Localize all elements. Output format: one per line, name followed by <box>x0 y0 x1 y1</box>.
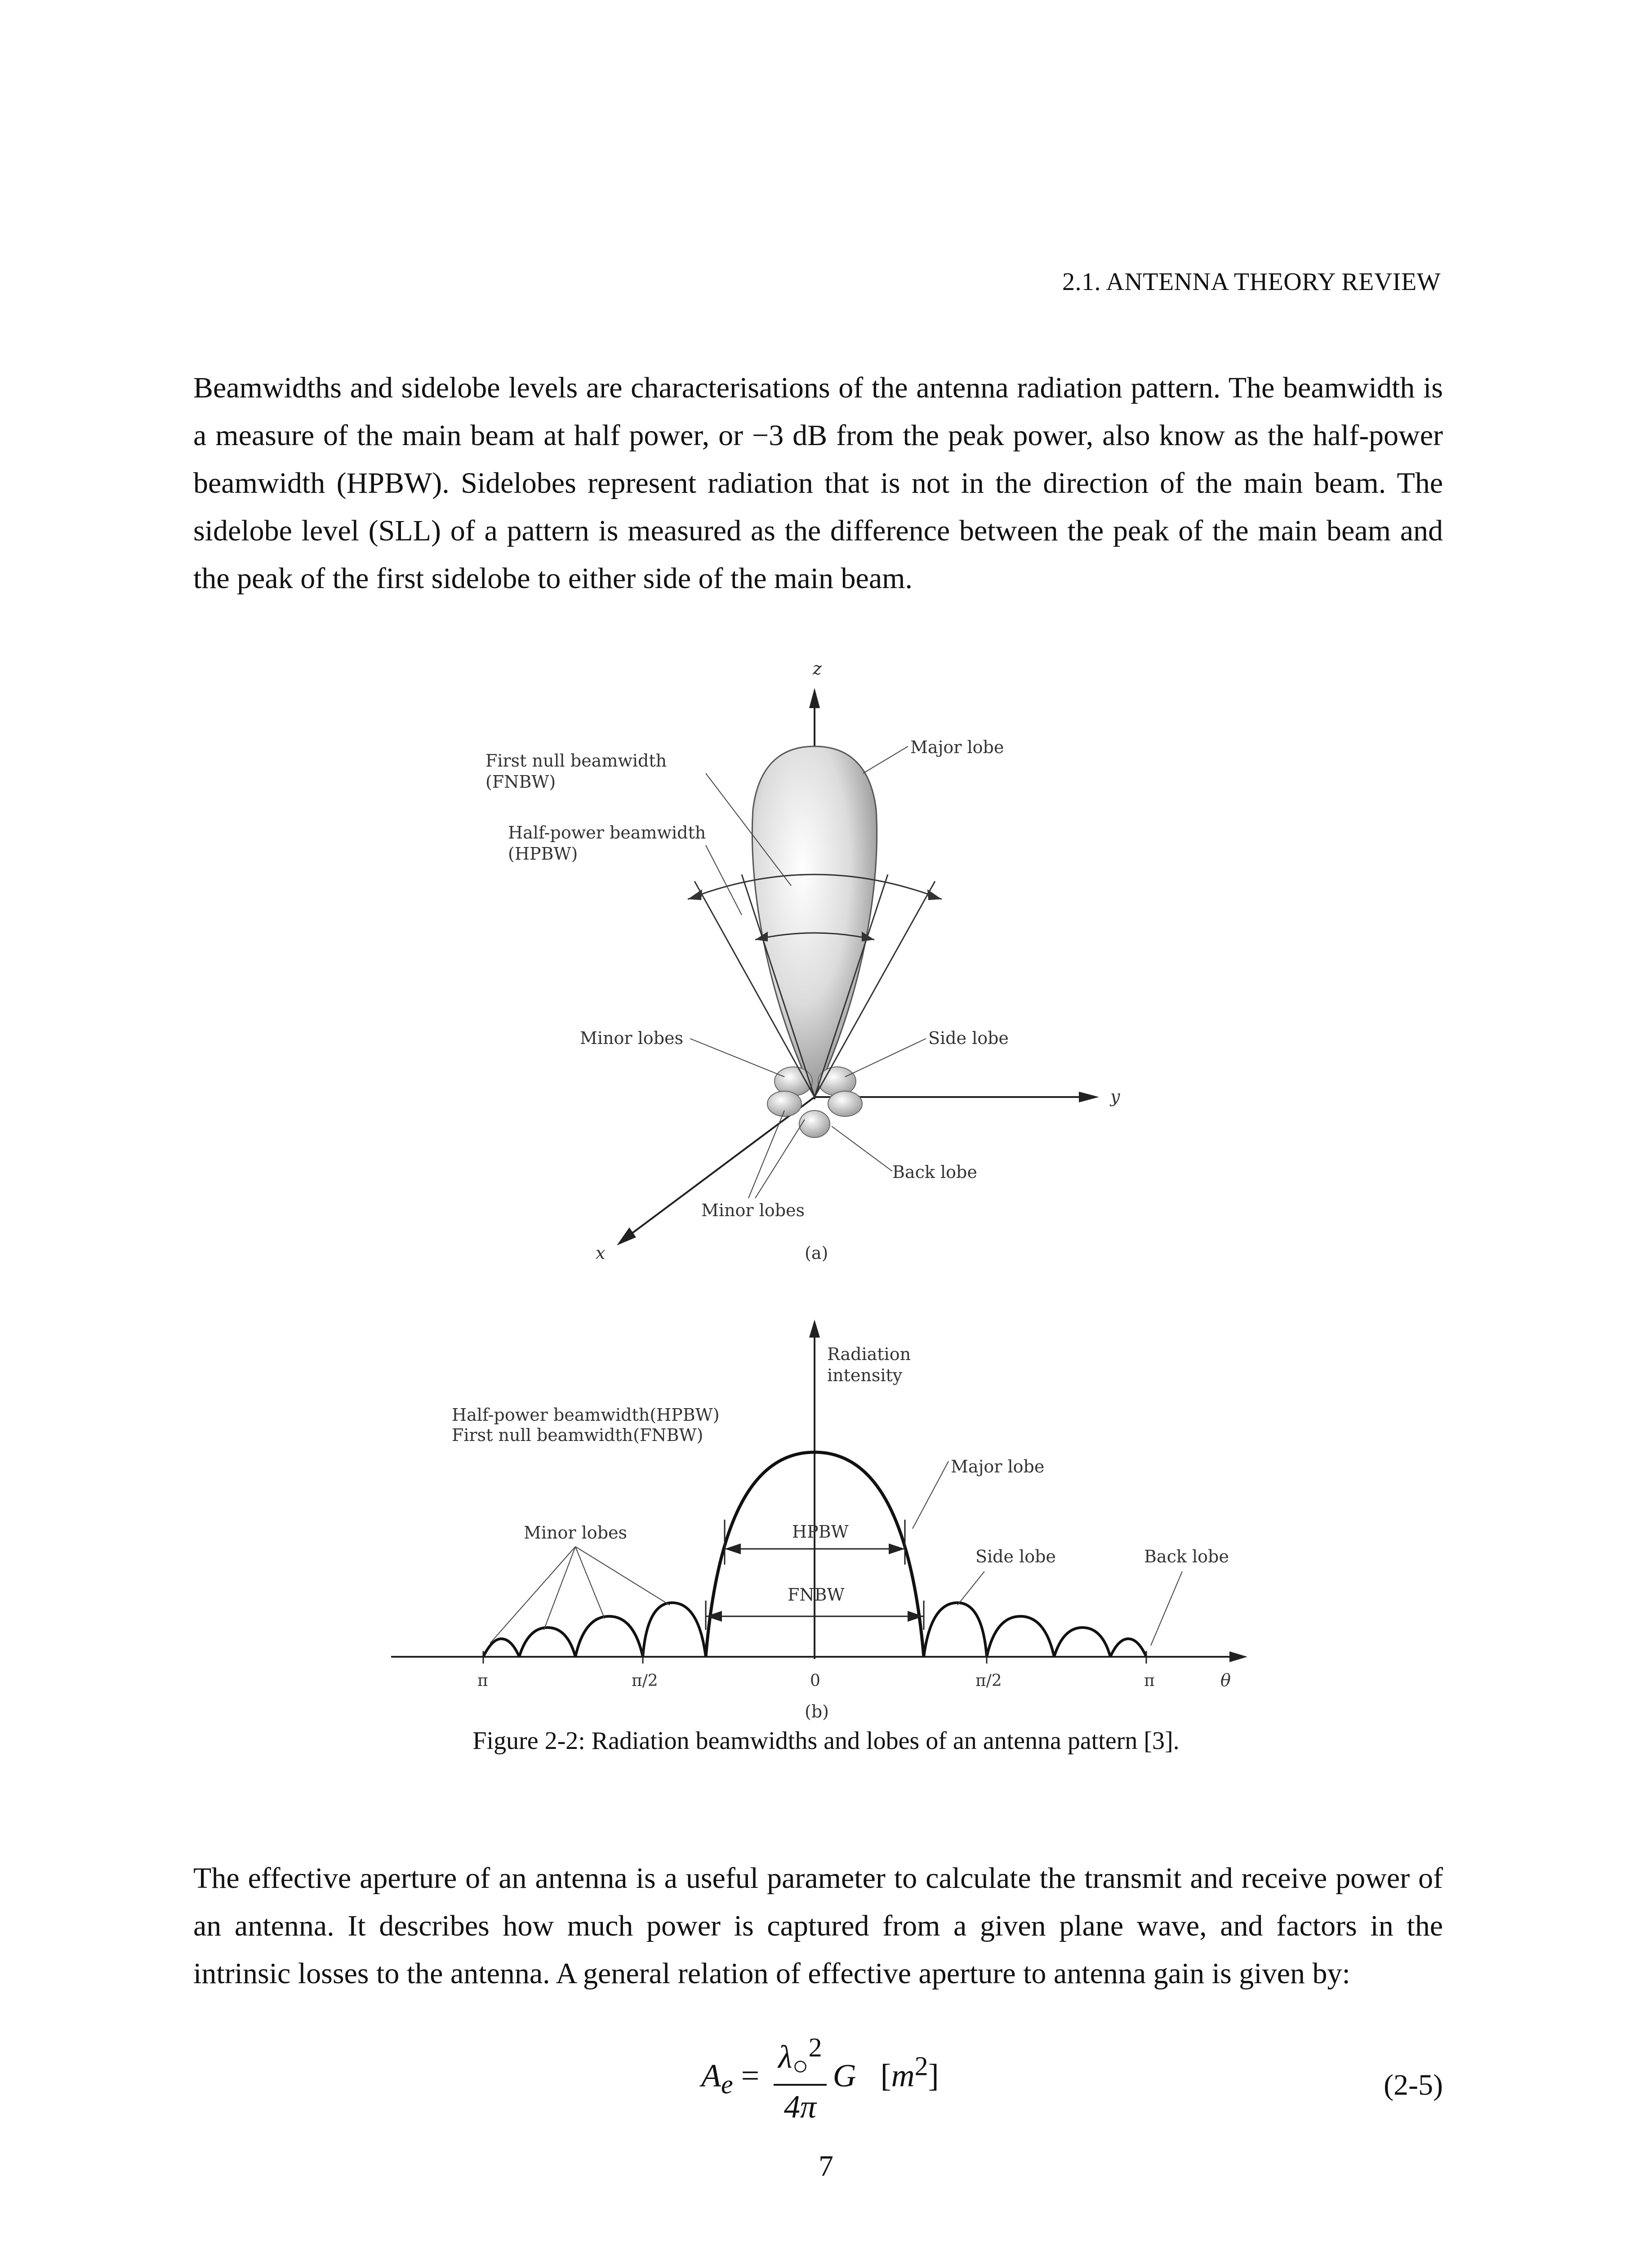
tick-label: π <box>477 1672 488 1690</box>
minor-lobe-shape <box>767 1091 802 1116</box>
label-hpbw-line1: Half-power beamwidth <box>508 823 706 843</box>
y-axis-arrow <box>1079 1092 1099 1102</box>
tick-label: 0 <box>810 1672 820 1690</box>
eq-lambda-sup: 2 <box>808 2033 822 2062</box>
eq-lhs: A <box>701 2057 721 2094</box>
tick-label: π/2 <box>975 1672 1002 1690</box>
figure-b-2d-pattern <box>391 1320 1247 1722</box>
label-minor-lobes-b: Minor lobes <box>524 1523 628 1543</box>
eq-lhs-sub: e <box>721 2070 733 2100</box>
minor-lobe-curve <box>575 1616 643 1657</box>
tick-label: π/2 <box>632 1672 658 1690</box>
eq-equals: = <box>741 2057 760 2094</box>
running-header: 2.1. ANTENNA THEORY REVIEW <box>1062 268 1441 296</box>
axis-y-label: y <box>1110 1087 1120 1106</box>
figure-b-sublabel: (b) <box>805 1702 829 1722</box>
tick-label-theta: θ <box>1220 1670 1231 1690</box>
label-hpbw-line2: (HPBW) <box>508 844 578 864</box>
eq-gain: G <box>833 2057 856 2094</box>
label-major-lobe: Major lobe <box>910 737 1004 757</box>
figure-a-3d-pattern <box>485 659 1120 1263</box>
back-lobe-shape <box>799 1111 830 1137</box>
eq-numerator <box>774 2032 826 2086</box>
side-lobe-curve <box>924 1603 987 1657</box>
eq-lambda-sub: ○ <box>792 2051 809 2081</box>
minor-lobe-curve <box>643 1603 706 1657</box>
legend-hpbw: Half-power beamwidth(HPBW) <box>452 1405 720 1425</box>
label-hpbw-b: HPBW <box>792 1522 849 1542</box>
label-radiation-intensity-1: Radiation <box>827 1344 911 1364</box>
paragraph-effective-aperture: The effective aperture of an antenna is a useful parameter to calculate the transmit and receive power of an antenna. It describes how much power is captured from a given plane wave, and factors in the intrinsic losses to the antenna. A general relation of effective aperture to antenna gain is given by: <box>193 1862 1443 1990</box>
equation-number: (2-5) <box>1384 2069 1443 2101</box>
label-fnbw-line1: First null beamwidth <box>485 751 667 771</box>
axis-z-label: z <box>813 659 822 678</box>
theta-axis-arrow <box>1229 1651 1247 1662</box>
figure-a-sublabel: (a) <box>805 1243 828 1263</box>
eq-unit: m <box>891 2057 915 2094</box>
minor-lobe-curve <box>483 1639 519 1657</box>
eq-unit-close: ] <box>928 2057 939 2094</box>
eq-denominator: 4π <box>784 2089 816 2125</box>
page-number: 7 <box>819 2150 833 2182</box>
x-axis-arrow <box>617 1227 636 1245</box>
label-back-lobe-b: Back lobe <box>1144 1547 1229 1566</box>
major-lobe-shape <box>752 746 877 1097</box>
z-axis-arrow <box>809 688 820 708</box>
minor-lobe-curve <box>1054 1628 1110 1657</box>
label-minor-lobes-bottom: Minor lobes <box>701 1200 805 1220</box>
label-major-lobe-b: Major lobe <box>951 1457 1045 1476</box>
label-fnbw-b: FNBW <box>788 1585 845 1605</box>
label-fnbw-line2: (FNBW) <box>485 772 556 792</box>
tick-label: π <box>1144 1672 1155 1690</box>
eq-lambda: λ <box>778 2039 793 2075</box>
equation-effective-aperture <box>701 2032 939 2126</box>
label-side-lobe-b: Side lobe <box>975 1547 1056 1566</box>
minor-lobe-curve <box>987 1616 1054 1657</box>
figure-caption: Figure 2-2: Radiation beamwidths and lobes of an antenna pattern [3]. <box>472 1727 1180 1755</box>
eq-unit-open: [ <box>880 2057 891 2094</box>
minor-lobe-curve <box>519 1628 575 1657</box>
intensity-axis-arrow <box>809 1320 820 1338</box>
minor-lobe-shape <box>828 1091 862 1116</box>
label-minor-lobes-top: Minor lobes <box>580 1028 684 1048</box>
back-lobe-curve <box>1110 1639 1146 1657</box>
axis-x-label: x <box>596 1243 606 1263</box>
label-back-lobe: Back lobe <box>892 1162 977 1182</box>
paragraph-beamwidths: Beamwidths and sidelobe levels are characterisations of the antenna radiation pattern. The beamwidth is a measure of the main beam at half power, or −3 dB from the peak power, also know as the half-power beamwidth (HPBW). Sidelobes represent radiation that is not in the direction of the main beam. The sidelobe level (SLL) of a pattern is measured as the difference between the peak of the main beam and the peak of the first sidelobe to either side of the main beam. <box>193 371 1443 595</box>
legend-fnbw: First null beamwidth(FNBW) <box>452 1425 704 1445</box>
eq-unit-sup: 2 <box>914 2051 928 2081</box>
label-radiation-intensity-2: intensity <box>827 1365 903 1385</box>
eq-fraction <box>774 2032 826 2126</box>
label-side-lobe: Side lobe <box>928 1028 1009 1048</box>
